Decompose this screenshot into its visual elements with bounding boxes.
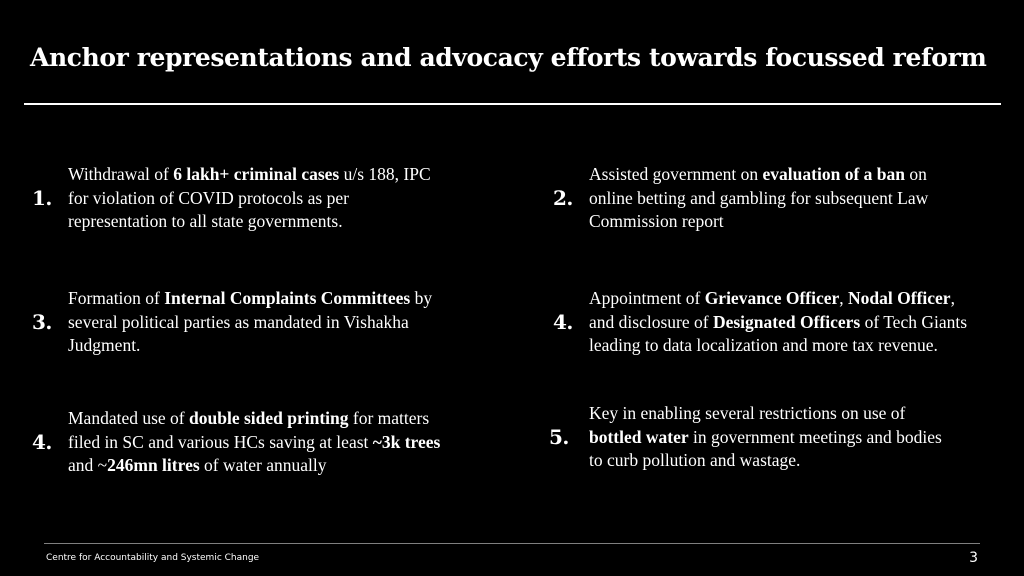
body-text: and ~	[68, 455, 108, 475]
body-text: representation to all state governments.	[68, 211, 343, 231]
reform-item-2	[553, 163, 1024, 234]
body-text: Judgment.	[68, 335, 141, 355]
item-number: 3.	[32, 310, 52, 335]
emphasis-text: Grievance Officer	[704, 288, 840, 308]
emphasis-text: evaluation of a ban	[762, 164, 905, 184]
body-text: for matters	[348, 408, 430, 428]
body-text: leading to data localization and more tax revenue.	[589, 335, 938, 355]
body-text: Appointment of	[589, 288, 705, 308]
reform-item-4-tech-giants	[553, 287, 1024, 358]
body-text: online betting and gambling for subsequent Law	[589, 187, 929, 208]
body-text: for violation of COVID protocols as per	[68, 187, 349, 208]
item-text	[68, 287, 432, 358]
item-text	[589, 287, 967, 358]
item-number: 1.	[32, 186, 52, 211]
emphasis-text: 246mn litres	[107, 455, 200, 475]
item-number: 2.	[553, 186, 573, 211]
reform-item-3	[32, 287, 512, 358]
body-text: filed in SC and various HCs saving at least	[68, 431, 373, 452]
item-text	[589, 402, 942, 473]
emphasis-text: Nodal Officer	[848, 288, 951, 308]
body-text: of water annually	[199, 455, 327, 475]
reform-item-5	[549, 402, 1024, 473]
body-text: several political parties as mandated in Vishakha	[68, 311, 409, 332]
emphasis-text: Designated Officers	[712, 311, 861, 332]
item-text	[68, 407, 440, 478]
body-text: by	[410, 288, 433, 308]
title-divider	[24, 103, 1001, 105]
body-text: in government meetings and bodies	[688, 426, 942, 447]
body-text: Withdrawal of	[68, 164, 174, 184]
emphasis-text: 6 lakh+ criminal cases	[173, 164, 340, 184]
reform-item-1	[32, 163, 512, 234]
page-number: 3	[969, 550, 978, 566]
emphasis-text: Internal Complaints Committees	[164, 288, 411, 308]
item-text	[589, 163, 928, 234]
emphasis-text: bottled water	[589, 426, 689, 447]
body-text: to curb pollution and wastage.	[589, 450, 801, 470]
body-text: and disclosure of	[589, 311, 713, 332]
body-text: u/s 188, IPC	[339, 164, 431, 184]
body-text: ,	[950, 288, 955, 308]
body-text: Assisted government on	[589, 164, 763, 184]
body-text: of Tech Giants	[860, 311, 968, 332]
emphasis-text: double sided printing	[189, 408, 349, 428]
item-text	[68, 163, 431, 234]
item-number: 5.	[549, 425, 569, 450]
reform-item-4-double-sided-printing	[32, 407, 512, 478]
footer-organization: Centre for Accountability and Systemic Change	[46, 553, 260, 563]
body-text: Formation of	[68, 288, 165, 308]
slide-title: Anchor representations and advocacy efforts towards focussed reform	[30, 43, 987, 72]
body-text: Key in enabling several restrictions on use of	[589, 403, 906, 423]
body-text: on	[904, 164, 927, 184]
emphasis-text: ~3k trees	[372, 431, 441, 452]
body-text: Commission report	[589, 211, 724, 231]
body-text: Mandated use of	[68, 408, 190, 428]
item-number: 4.	[553, 310, 573, 335]
item-number: 4.	[32, 430, 52, 455]
footer-divider	[44, 543, 980, 544]
body-text: ,	[839, 288, 849, 308]
